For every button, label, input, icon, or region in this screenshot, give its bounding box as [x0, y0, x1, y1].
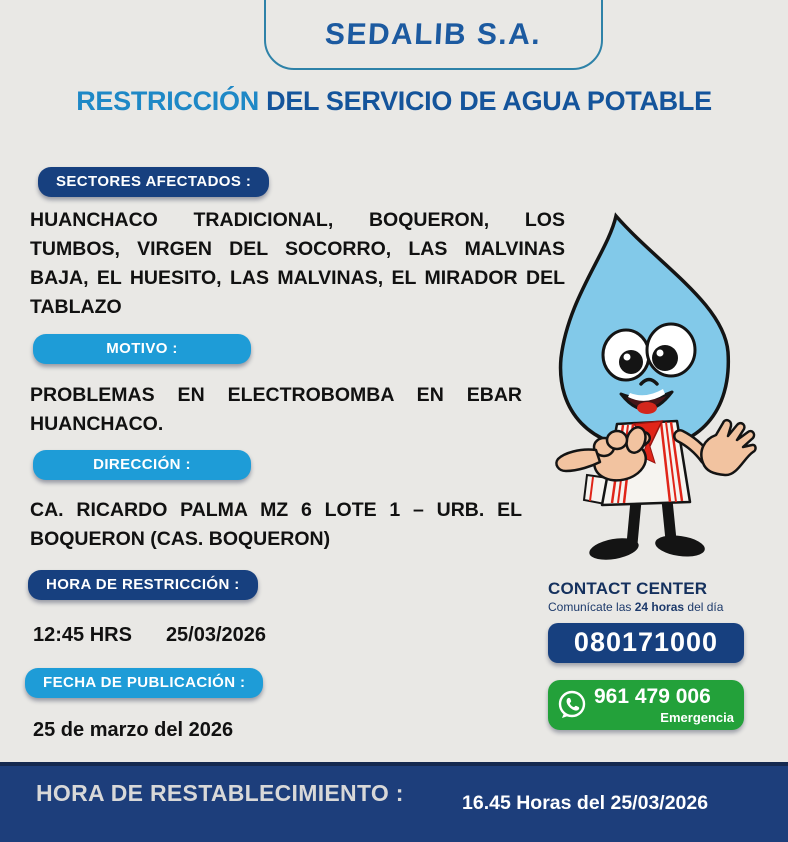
address-text: CA. RICARDO PALMA MZ 6 LOTE 1 – URB. EL BOQUERON (CAS. BOQUERON) [30, 499, 522, 550]
phone-button[interactable]: 080171000 [548, 623, 744, 663]
restoration-time: 16.45 Horas del 25/03/2026 [462, 792, 709, 814]
logo-frame [264, 0, 603, 70]
restriction-time-row [33, 624, 266, 647]
title-highlight: RESTRICCIÓN [76, 86, 259, 116]
reason-pill: MOTIVO : [33, 334, 251, 364]
whatsapp-number: 961 479 006 [594, 684, 711, 708]
publication-date-text: 25 de marzo del 2026 [33, 719, 234, 741]
restriction-date: 25/03/2026 [165, 624, 267, 646]
sectors-affected-text: HUANCHACO TRADICIONAL, BOQUERON, LOS TUMBOS, VIRGEN DEL SOCORRO, LAS MALVINAS BAJA, EL HUESITO, LAS MALVINAS, EL MIRADOR DEL TABLAZO [30, 209, 565, 318]
reason-text: PROBLEMAS EN ELECTROBOMBA EN EBAR HUANCHACO. [30, 384, 522, 435]
whatsapp-emergency-label: Emergencia [660, 709, 734, 725]
water-drop-mascot [540, 200, 788, 570]
restriction-time-pill: HORA DE RESTRICCIÓN : [28, 570, 258, 600]
sectors-affected-pill: SECTORES AFECTADOS : [38, 167, 269, 197]
restoration-footer-bar [0, 762, 788, 842]
contact-center-title: CONTACT CENTER [548, 579, 708, 598]
contact-center-subtitle: Comunícate las 24 horas del día [548, 599, 724, 614]
address-pill: DIRECCIÓN : [33, 450, 251, 480]
contact-center [548, 580, 744, 730]
publication-date-pill: FECHA DE PUBLICACIÓN : [25, 668, 263, 698]
page-title [0, 86, 788, 117]
sedalib-logo: SEDALIB S.A. [324, 18, 543, 51]
whatsapp-icon [556, 689, 588, 721]
whatsapp-button[interactable] [548, 680, 744, 730]
title-rest: DEL SERVICIO DE AGUA POTABLE [258, 86, 712, 116]
restoration-label: HORA DE RESTABLECIMIENTO : [36, 780, 404, 806]
restriction-time: 12:45 HRS [33, 624, 132, 646]
